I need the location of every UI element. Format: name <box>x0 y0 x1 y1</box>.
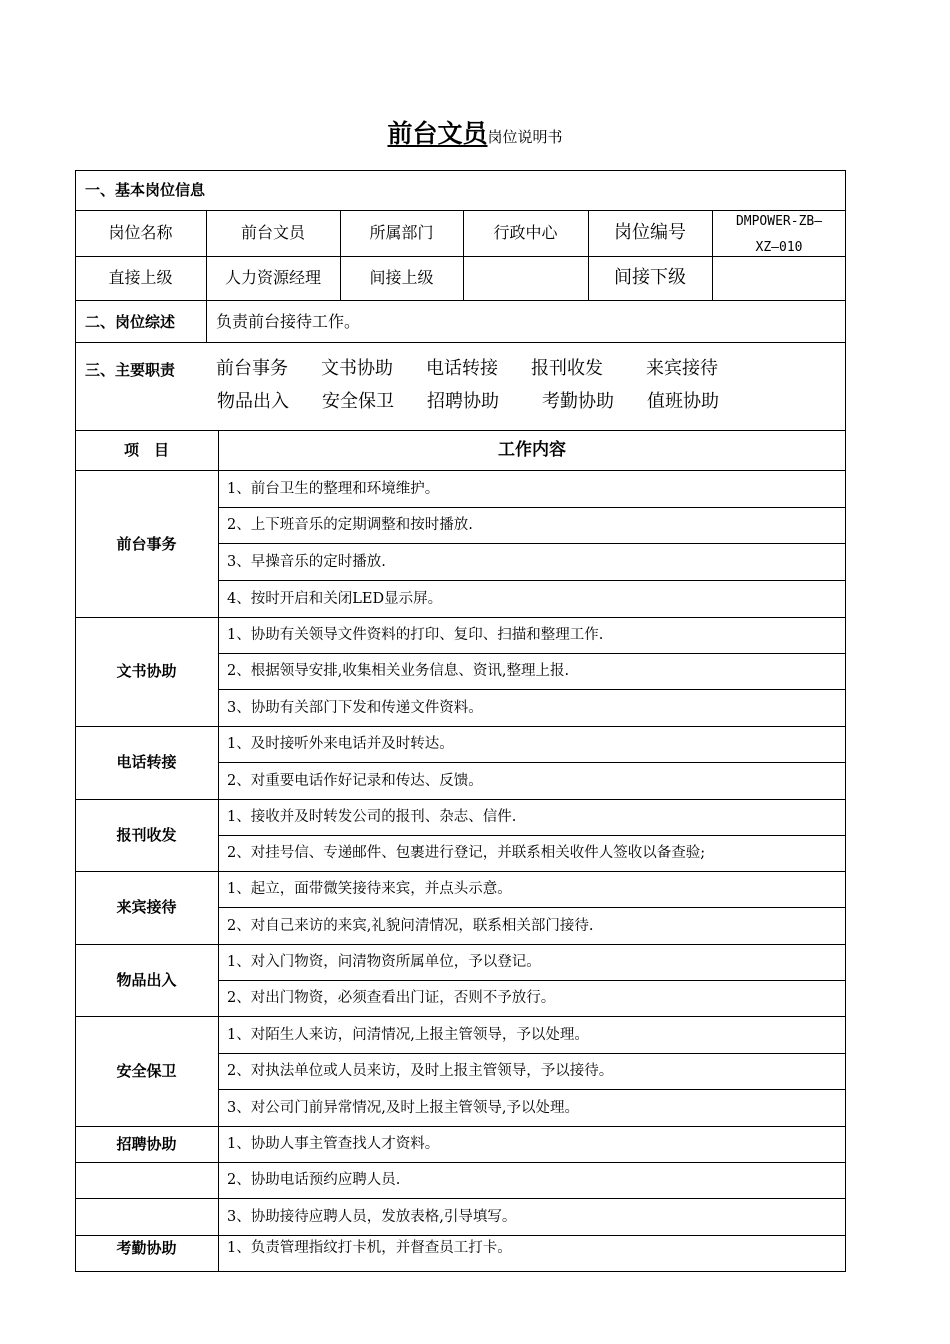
task-item: 1、协助有关领导文件资料的打印、复印、扫描和整理工作. <box>227 627 604 643</box>
group-name: 电话转接 <box>116 753 177 771</box>
value-position-name: 前台文员 <box>240 223 305 242</box>
header-item: 项 目 <box>123 441 169 459</box>
value-department: 行政中心 <box>493 223 558 242</box>
value-position-code-2: XZ—010 <box>755 240 803 255</box>
duty-item: 物品出入 <box>217 391 289 412</box>
task-item: 2、对挂号信、专递邮件、包裹进行登记，并联系相关收件人签收以备查验; <box>227 845 706 861</box>
duty-item: 前台事务 <box>216 358 288 379</box>
task-item: 1、起立，面带微笑接待来宾，并点头示意。 <box>227 881 512 897</box>
header-content: 工作内容 <box>498 440 566 460</box>
section-summary: 二、岗位综述 <box>85 313 176 331</box>
value-direct-superior: 人力资源经理 <box>224 268 321 287</box>
document-title <box>0 114 950 150</box>
task-item: 2、对重要电话作好记录和传达、反馈。 <box>227 773 483 789</box>
task-item: 3、对公司门前异常情况,及时上报主管领导,予以处理。 <box>227 1100 579 1116</box>
task-item: 2、上下班音乐的定期调整和按时播放. <box>227 517 473 533</box>
group-name: 安全保卫 <box>116 1062 177 1080</box>
summary-text: 负责前台接待工作。 <box>216 312 361 331</box>
value-position-code-1: DMPOWER-ZB— <box>735 214 823 229</box>
duty-item: 电话转接 <box>426 358 498 379</box>
duty-item: 来宾接待 <box>646 358 718 379</box>
duty-item: 考勤协助 <box>542 391 614 412</box>
label-department: 所属部门 <box>369 223 434 242</box>
label-direct-superior: 直接上级 <box>108 268 173 287</box>
group-name: 物品出入 <box>116 971 177 989</box>
duty-item: 报刊收发 <box>531 358 603 379</box>
group-name: 招聘协助 <box>116 1135 177 1153</box>
task-item: 3、协助有关部门下发和传递文件资料。 <box>227 700 483 716</box>
task-item: 4、按时开启和关闭LED显示屏。 <box>227 591 443 607</box>
task-item: 3、协助接待应聘人员，发放表格,引导填写。 <box>227 1209 517 1225</box>
task-item: 2、协助电话预约应聘人员. <box>227 1172 401 1188</box>
duty-item: 文书协助 <box>321 358 393 379</box>
group-name: 文书协助 <box>116 662 177 680</box>
task-item: 1、前台卫生的整理和环境维护。 <box>227 481 440 497</box>
label-position-code: 岗位编号 <box>614 222 686 243</box>
task-item: 1、对陌生人来访，问清情况,上报主管领导，予以处理。 <box>227 1027 589 1043</box>
task-item: 1、协助人事主管查找人才资料。 <box>227 1136 440 1152</box>
task-item: 1、对入门物资，问清物资所属单位，予以登记。 <box>227 954 541 970</box>
title-sub: 岗位说明书 <box>487 128 563 146</box>
duty-item: 招聘协助 <box>427 391 499 412</box>
group-name: 前台事务 <box>116 535 177 553</box>
task-item: 2、根据领导安排,收集相关业务信息、资讯,整理上报. <box>227 663 570 679</box>
duty-item: 安全保卫 <box>322 391 394 412</box>
task-item: 2、对自己来访的来宾,礼貌问清情况，联系相关部门接待. <box>227 918 594 934</box>
duty-item: 值班协助 <box>647 391 719 412</box>
label-indirect-subordinate: 间接下级 <box>614 267 686 288</box>
task-item: 2、对执法单位或人员来访，及时上报主管领导，予以接待。 <box>227 1063 614 1079</box>
label-indirect-superior: 间接上级 <box>369 268 434 287</box>
task-item: 3、早操音乐的定时播放. <box>227 554 386 570</box>
group-name: 报刊收发 <box>116 826 177 844</box>
task-item: 1、及时接听外来电话并及时转达。 <box>227 736 454 752</box>
title-main: 前台文员 <box>387 119 488 148</box>
group-name: 来宾接待 <box>116 898 177 916</box>
task-item: 1、接收并及时转发公司的报刊、杂志、信件. <box>227 809 517 825</box>
task-item: 2、对出门物资，必须查看出门证，否则不予放行。 <box>227 990 556 1006</box>
section-duties: 三、主要职责 <box>85 361 176 379</box>
section-basic-info: 一、基本岗位信息 <box>85 181 206 199</box>
task-item: 1、负责管理指纹打卡机，并督查员工打卡。 <box>227 1240 512 1256</box>
group-name: 考勤协助 <box>116 1239 177 1257</box>
label-position-name: 岗位名称 <box>108 223 173 242</box>
